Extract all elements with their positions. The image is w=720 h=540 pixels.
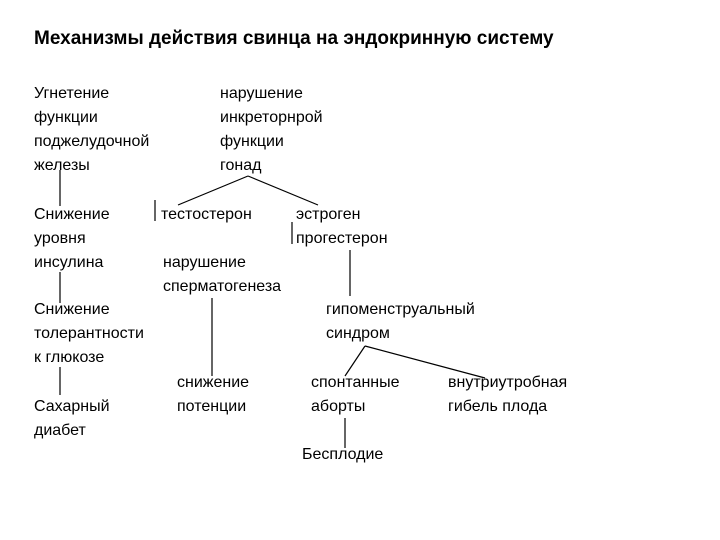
node-line: нарушение xyxy=(163,254,246,271)
node-line: гипоменструальный xyxy=(326,301,475,318)
node-line: аборты xyxy=(311,398,366,415)
node-line: диабет xyxy=(34,422,86,439)
node-line: нарушение xyxy=(220,85,303,102)
node-line: Угнетение xyxy=(34,85,110,102)
node-line: инкреторнрой xyxy=(220,109,323,126)
node-line: Снижение xyxy=(34,301,110,318)
node-line: снижение xyxy=(177,374,250,391)
node-line: уровня xyxy=(34,230,86,247)
node-line: Бесплодие xyxy=(302,446,384,463)
node-line: Снижение xyxy=(34,206,110,223)
arrow-hypomenstrual-to-fetal-death xyxy=(365,346,485,378)
node-line: внутриутробная xyxy=(448,374,568,391)
node-line: синдром xyxy=(326,325,390,342)
arrow-hypomenstrual-to-abortion xyxy=(345,346,365,376)
diagram-title: Механизмы действия свинца на эндокринную систему xyxy=(34,28,554,49)
node-line: Сахарный xyxy=(34,398,110,415)
node-line: потенции xyxy=(177,398,247,415)
node-line: спонтанные xyxy=(311,374,400,391)
node-line: к глюкозе xyxy=(34,349,105,366)
arrow-gonads-to-estrogen xyxy=(248,176,318,205)
node-line: тестостерон xyxy=(161,206,252,223)
node-line: толерантности xyxy=(34,325,144,342)
node-line: прогестерон xyxy=(296,230,388,247)
node-line: гибель плода xyxy=(448,398,548,415)
arrow-gonads-to-testosterone xyxy=(178,176,248,205)
node-line: железы xyxy=(34,157,90,174)
node-line: инсулина xyxy=(34,254,104,271)
node-line: функции xyxy=(220,133,284,150)
node-line: эстроген xyxy=(296,206,361,223)
node-line: гонад xyxy=(220,157,262,174)
node-line: функции xyxy=(34,109,98,126)
node-line: сперматогенеза xyxy=(163,278,282,295)
node-line: поджелудочной xyxy=(34,133,150,150)
